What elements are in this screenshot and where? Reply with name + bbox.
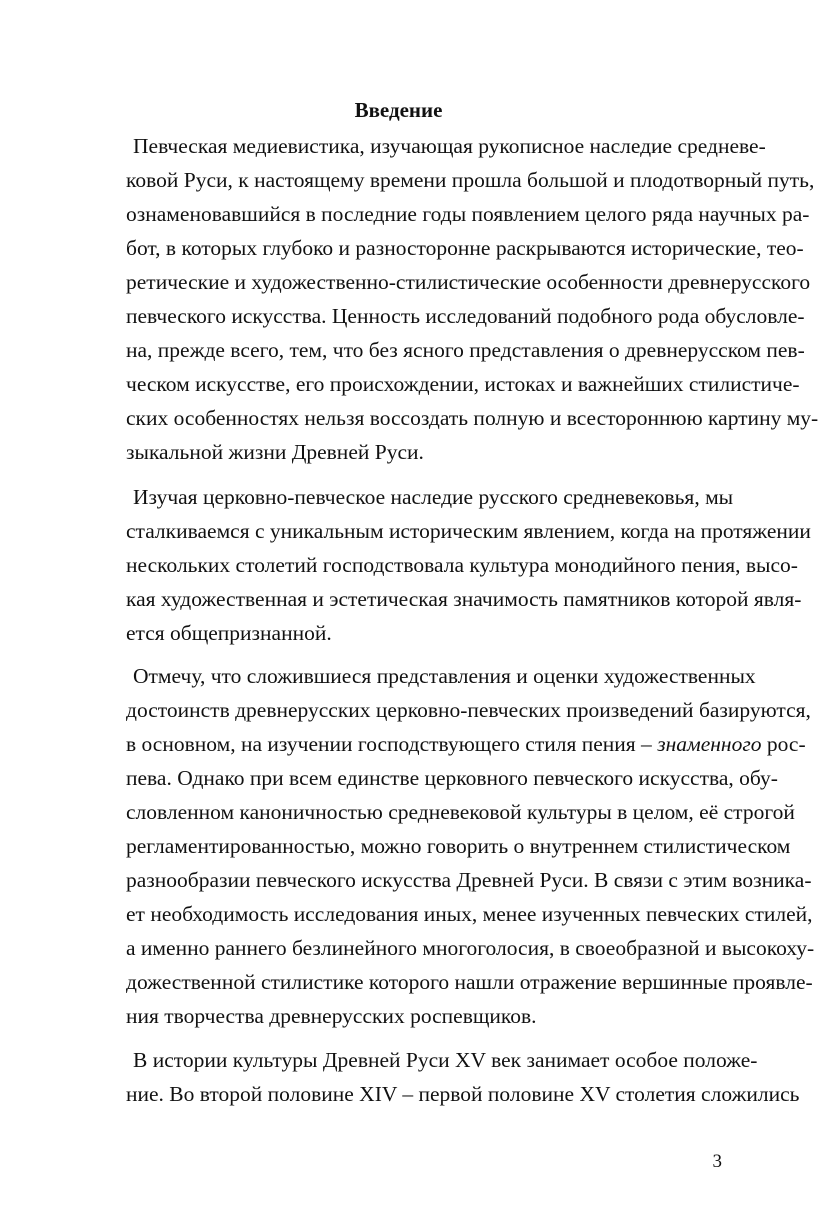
- text-run: рос-: [766, 732, 806, 756]
- text-line: В истории культуры Древней Руси XV век занимает особое положе-: [133, 1048, 758, 1072]
- text-line: дожественной стилистике которого нашли отражение вершинные проявле-: [126, 970, 813, 994]
- text-line: ние. Во второй половине XIV – первой половине XV столетия сложились: [126, 1082, 800, 1106]
- text-line: зыкальной жизни Древней Руси.: [126, 440, 424, 464]
- text-line: достоинств древнерусских церковно-певческих произведений базируются,: [126, 698, 811, 722]
- text-line: на, прежде всего, тем, что без ясного представления о древнерусском пев-: [126, 338, 805, 362]
- text-line: кая художественная и эстетическая значимость памятников которой явля-: [126, 587, 802, 611]
- text-line-with-emphasis: [126, 730, 806, 758]
- text-line: ознаменовавшийся в последние годы появлением целого ряда научных ра-: [126, 202, 810, 226]
- text-line: словленном каноничностью средневековой культуры в целом, её строгой: [126, 800, 795, 824]
- text-line: ет необходимость исследования иных, менее изученных певческих стилей,: [126, 902, 813, 926]
- text-line: певческого искусства. Ценность исследований подобного рода обусловле-: [126, 304, 805, 328]
- page-number: 3: [712, 1151, 722, 1172]
- text-line: нескольких столетий господствовала культура монодийного пения, высо-: [126, 553, 798, 577]
- emphasized-term: знаменного: [657, 732, 762, 756]
- text-line: Отмечу, что сложившиеся представления и оценки художественных: [133, 664, 756, 688]
- text-line: ских особенностях нельзя воссоздать полную и всестороннюю картину му-: [126, 406, 818, 430]
- text-line: пева. Однако при всем единстве церковного певческого искусства, обу-: [126, 766, 778, 790]
- text-line: Изучая церковно-певческое наследие русского средневековья, мы: [133, 485, 734, 509]
- text-line: бот, в которых глубоко и разносторонне раскрываются исторические, тео-: [126, 236, 804, 260]
- text-line: а именно раннего безлинейного многоголосия, в своеобразной и высокоху-: [126, 936, 815, 960]
- text-line: разнообразии певческого искусства Древней Руси. В связи с этим возника-: [126, 868, 812, 892]
- section-title: Введение: [354, 98, 443, 122]
- text-line: ния творчества древнерусских роспевщиков.: [126, 1004, 537, 1028]
- text-line: ческом искусстве, его происхождении, истоках и важнейших стилистиче-: [126, 372, 800, 396]
- text-line: ретические и художественно-стилистические особенности древнерусского: [126, 270, 811, 294]
- text-line: регламентированностью, можно говорить о внутреннем стилистическом: [126, 834, 791, 858]
- text-line: ковой Руси, к настоящему времени прошла большой и плодотворный путь,: [126, 168, 815, 192]
- text-line: Певческая медиевистика, изучающая рукописное наследие средневе-: [133, 134, 766, 158]
- text-line: ется общепризнанной.: [126, 621, 332, 645]
- text-line: сталкиваемся с уникальным историческим явлением, когда на протяжении: [126, 519, 811, 543]
- text-run: в основном, на изучении господствующего стиля пения –: [126, 732, 652, 756]
